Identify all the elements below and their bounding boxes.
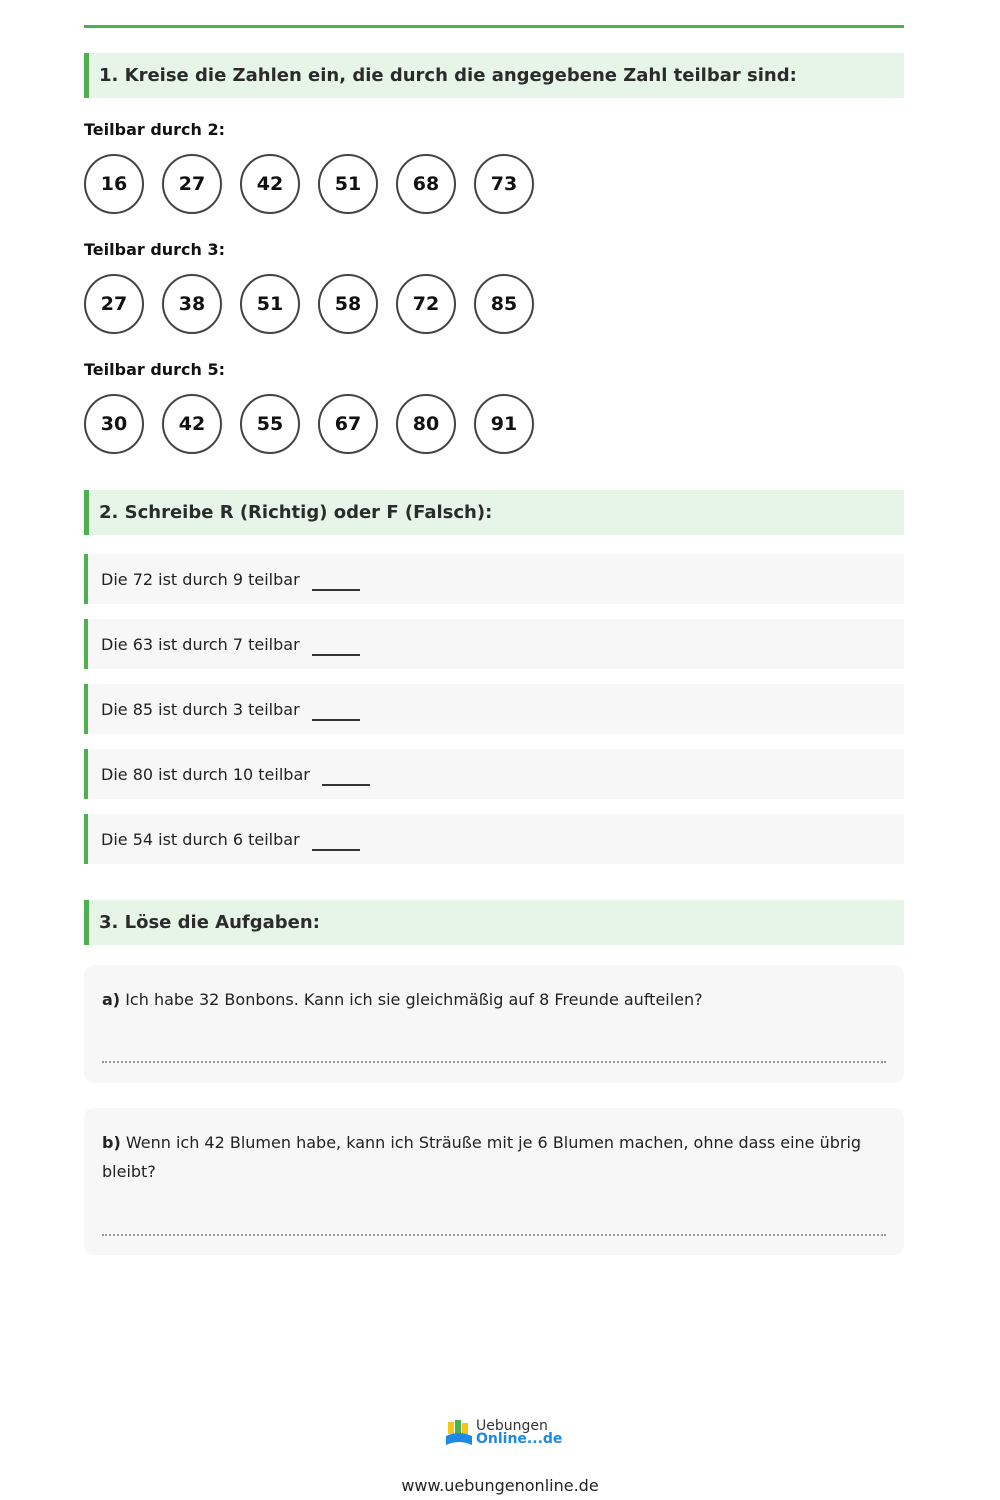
number-row-3 — [84, 274, 534, 334]
number-circle[interactable]: 30 — [84, 394, 144, 454]
number-circle[interactable]: 85 — [474, 274, 534, 334]
answer-line[interactable] — [102, 1234, 886, 1236]
answer-blank[interactable] — [312, 701, 360, 721]
section-1-header — [84, 53, 904, 98]
section-3-header — [84, 900, 904, 945]
statement-item — [84, 684, 904, 734]
logo-text-bottom: Online...de — [476, 1431, 563, 1447]
number-circle[interactable]: 51 — [318, 154, 378, 214]
statement-text: Die 54 ist durch 6 teilbar — [101, 829, 300, 849]
number-circle[interactable]: 27 — [162, 154, 222, 214]
answer-blank[interactable] — [312, 636, 360, 656]
number-circle[interactable]: 58 — [318, 274, 378, 334]
section-1-title: 1. Kreise die Zahlen ein, die durch die angegebene Zahl teilbar sind: — [99, 65, 797, 86]
task-text: Wenn ich 42 Blumen habe, kann ich Sträuße mit je 6 Blumen machen, ohne dass eine übrig bleibt? — [102, 1133, 862, 1181]
number-circle[interactable]: 38 — [162, 274, 222, 334]
answer-blank[interactable] — [322, 766, 370, 786]
statement-item — [84, 749, 904, 799]
site-logo — [444, 1418, 562, 1448]
statement-text: Die 72 ist durch 9 teilbar — [101, 569, 300, 589]
statement-text: Die 63 ist durch 7 teilbar — [101, 634, 300, 654]
logo-text-top: Uebungen — [476, 1418, 548, 1434]
group-label-2: Teilbar durch 2: — [84, 120, 226, 139]
statement-item — [84, 814, 904, 864]
answer-line[interactable] — [102, 1061, 886, 1063]
number-circle[interactable]: 91 — [474, 394, 534, 454]
section-3-title: 3. Löse die Aufgaben: — [99, 912, 320, 933]
footer-url[interactable]: www.uebungenonline.de — [401, 1476, 599, 1495]
task-card-b — [84, 1108, 904, 1255]
number-circle[interactable]: 27 — [84, 274, 144, 334]
number-row-2 — [84, 154, 534, 214]
number-circle[interactable]: 73 — [474, 154, 534, 214]
top-divider — [84, 25, 904, 28]
statement-text: Die 80 ist durch 10 teilbar — [101, 764, 310, 784]
group-label-5: Teilbar durch 5: — [84, 360, 226, 379]
book-logo-icon — [444, 1418, 474, 1448]
number-circle[interactable]: 72 — [396, 274, 456, 334]
answer-blank[interactable] — [312, 831, 360, 851]
task-card-a — [84, 965, 904, 1083]
number-circle[interactable]: 16 — [84, 154, 144, 214]
statement-item — [84, 619, 904, 669]
number-circle[interactable]: 51 — [240, 274, 300, 334]
number-circle[interactable]: 42 — [162, 394, 222, 454]
number-circle[interactable]: 67 — [318, 394, 378, 454]
number-circle[interactable]: 80 — [396, 394, 456, 454]
task-letter: a) — [102, 990, 121, 1009]
number-circle[interactable]: 42 — [240, 154, 300, 214]
number-row-5 — [84, 394, 534, 454]
task-text: Ich habe 32 Bonbons. Kann ich sie gleichmäßig auf 8 Freunde aufteilen? — [125, 990, 703, 1009]
group-label-3: Teilbar durch 3: — [84, 240, 226, 259]
statement-text: Die 85 ist durch 3 teilbar — [101, 699, 300, 719]
number-circle[interactable]: 55 — [240, 394, 300, 454]
answer-blank[interactable] — [312, 571, 360, 591]
statement-item — [84, 554, 904, 604]
task-letter: b) — [102, 1133, 121, 1152]
section-2-title: 2. Schreibe R (Richtig) oder F (Falsch): — [99, 502, 493, 523]
section-2-header — [84, 490, 904, 535]
number-circle[interactable]: 68 — [396, 154, 456, 214]
